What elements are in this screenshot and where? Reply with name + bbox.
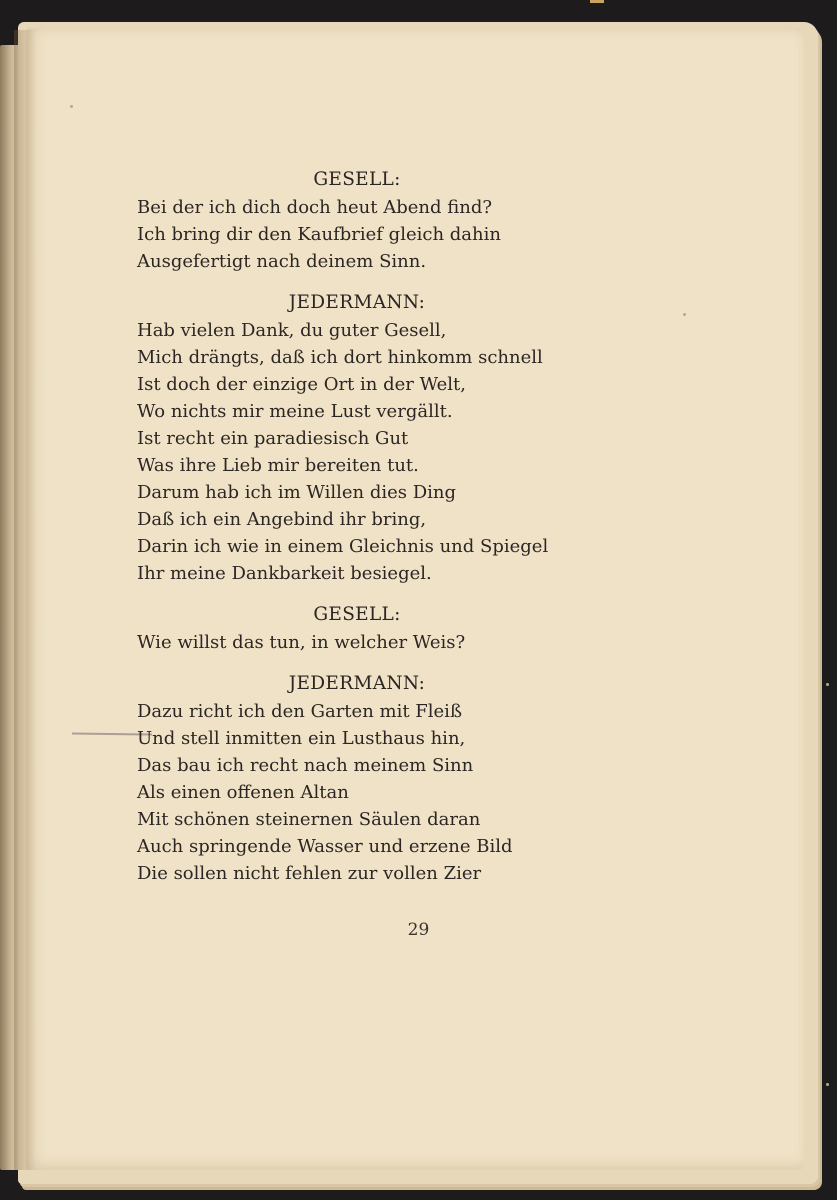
speaker-name: JEDERMANN: [288,292,426,313]
verse-line: Daß ich ein Angebind ihr bring, [137,509,427,530]
verse-line: Ausgefertigt nach deinem Sinn. [137,251,427,272]
verse-line: Das bau ich recht nach meinem Sinn [137,755,474,776]
page-number: 29 [407,920,430,940]
verse-line: Als einen offenen Altan [137,782,349,803]
gutter-shadow [14,30,36,1170]
verse-line: Mich drängts, daß ich dort hinkomm schnell [137,347,543,368]
paper-speck [826,683,829,686]
verse-line: Ist recht ein paradiesisch Gut [137,428,409,449]
speaker-name: JEDERMANN: [288,673,426,694]
verse-line: Wie willst das tun, in welcher Weis? [137,632,466,653]
speaker-name: GESELL: [313,169,401,190]
verse-line: Mit schönen steinernen Säulen daran [137,809,481,830]
verse-line: Ihr meine Dankbarkeit besiegel. [137,563,432,584]
background-mark [590,0,604,3]
verse-line: Auch springende Wasser und erzene Bild [137,836,513,857]
verse-line: Ist doch der einzige Ort in der Welt, [137,374,466,395]
paper-speck [70,105,73,108]
verse-line: Hab vielen Dank, du guter Gesell, [137,320,447,341]
verse-line: Wo nichts mir meine Lust vergällt. [137,401,453,422]
verse-line: Ich bring dir den Kaufbrief gleich dahin [137,224,501,245]
verse-line: Darum hab ich im Willen dies Ding [137,482,457,503]
verse-line: Und stell inmitten ein Lusthaus hin, [137,728,466,749]
verse-line: Dazu richt ich den Garten mit Fleiß [137,701,462,722]
verse-line: Darin ich wie in einem Gleichnis und Spiegel [137,536,549,557]
play-text [137,166,577,887]
verse-line: Bei der ich dich doch heut Abend find? [137,197,493,218]
verse-line: Die sollen nicht fehlen zur vollen Zier [137,863,482,884]
speaker-name: GESELL: [313,604,401,625]
paper-speck [826,1083,829,1086]
paper-speck [683,313,686,316]
verse-line: Was ihre Lieb mir bereiten tut. [137,455,419,476]
